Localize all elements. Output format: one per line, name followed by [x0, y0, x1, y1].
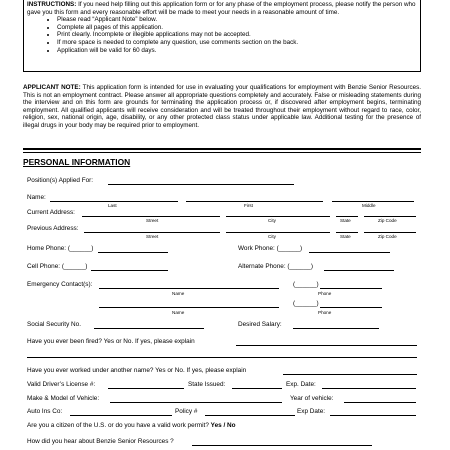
- instruction-item: • Please read “Applicant Note” below.: [57, 16, 417, 24]
- auto-insurance-field[interactable]: [70, 415, 172, 416]
- instructions-paragraph: [27, 1, 417, 16]
- previous-city-caption: City: [268, 234, 276, 239]
- current-city-field[interactable]: [226, 216, 330, 217]
- instructions-list: [27, 16, 417, 54]
- instructions-text: If you need help filling out this application form or for any phase of the employment process, please notify the person who gave you this form and every reasonable effort will be made to meet your needs in a reasonable amount of time.: [27, 1, 416, 16]
- applicant-note-label: APPLICANT NOTE:: [23, 84, 81, 91]
- exp-date2-field[interactable]: [330, 415, 416, 416]
- auto-insurance-label: Auto Ins Co:: [27, 408, 63, 415]
- current-state-field[interactable]: [336, 216, 358, 217]
- name-label: Name:: [27, 194, 46, 201]
- alternate-phone-label: Alternate Phone: (______): [238, 263, 313, 270]
- emergency-name-field-1[interactable]: [99, 288, 279, 289]
- section-divider-thick: [23, 148, 421, 150]
- other-name-question: Have you ever worked under another name? Yes or No. If yes, please explain: [27, 367, 247, 374]
- first-name-caption: First: [244, 203, 253, 208]
- emergency-name-caption-1: Name: [172, 291, 185, 296]
- previous-street-field[interactable]: [84, 232, 220, 233]
- current-city-caption: City: [268, 218, 276, 223]
- previous-address-label: Previous Address:: [27, 225, 79, 232]
- year-vehicle-label: Year of vehicle:: [290, 395, 334, 402]
- citizen-question-text: Are you a citizen of the U.S. or do you have a valid work permit?: [27, 422, 209, 429]
- emergency-area-code-1: (______): [293, 281, 319, 288]
- current-street-field[interactable]: [82, 216, 220, 217]
- instruction-item: • Print clearly. Incomplete or illegible applications may not be accepted.: [57, 31, 417, 39]
- hear-about-field[interactable]: [192, 445, 372, 446]
- cell-phone-field[interactable]: [91, 270, 168, 271]
- previous-state-caption: State: [340, 234, 351, 239]
- middle-name-caption: Middle: [362, 203, 376, 208]
- year-vehicle-field[interactable]: [344, 402, 416, 403]
- last-name-caption: Last: [108, 203, 117, 208]
- previous-state-field[interactable]: [336, 232, 358, 233]
- license-field[interactable]: [108, 388, 184, 389]
- citizen-question: [27, 422, 236, 430]
- positions-label: Position(s) Applied For:: [27, 177, 94, 184]
- last-name-field[interactable]: [50, 201, 178, 202]
- instruction-item: • Application will be valid for 60 days.: [57, 47, 417, 55]
- current-street-caption: Street: [146, 218, 159, 223]
- work-phone-label: Work Phone: (______): [238, 245, 303, 252]
- emergency-name-field-2[interactable]: [99, 307, 279, 308]
- ssn-label: Social Security No.: [27, 321, 81, 328]
- home-phone-label: Home Phone: (______): [27, 245, 94, 252]
- section-title: PERSONAL INFORMATION: [23, 157, 131, 167]
- emergency-contacts-label: Emergency Contact(s):: [27, 281, 93, 288]
- vehicle-label: Make & Model of Vehicle:: [27, 395, 100, 402]
- desired-salary-label: Desired Salary:: [238, 321, 282, 328]
- emergency-phone-field-2[interactable]: [320, 307, 382, 308]
- previous-zip-field[interactable]: [364, 232, 416, 233]
- exp-date-label: Exp. Date:: [286, 381, 316, 388]
- cell-phone-label: Cell Phone: (______): [27, 263, 88, 270]
- emergency-phone-caption-2: Phone: [318, 310, 332, 315]
- state-issued-label: State Issued:: [188, 381, 226, 388]
- license-label: Valid Driver’s License #:: [27, 381, 96, 388]
- fired-explain-field-2[interactable]: [27, 357, 417, 358]
- fired-explain-field[interactable]: [236, 345, 417, 346]
- previous-street-caption: Street: [146, 234, 159, 239]
- state-issued-field[interactable]: [232, 388, 282, 389]
- policy-field[interactable]: [205, 415, 295, 416]
- instruction-item: • If more space is needed to complete any question, use comments section on the back.: [57, 39, 417, 47]
- first-name-field[interactable]: [186, 201, 323, 202]
- fired-question: Have you ever been fired? Yes or No. If yes, please explain: [27, 338, 195, 345]
- policy-label: Policy #: [175, 408, 198, 415]
- current-state-caption: State: [340, 218, 351, 223]
- middle-name-field[interactable]: [332, 201, 414, 202]
- home-phone-field[interactable]: [98, 252, 168, 253]
- applicant-note: [23, 84, 421, 130]
- previous-zip-caption: Zip Code: [378, 234, 397, 239]
- instruction-item: • Complete all pages of this application.: [57, 24, 417, 32]
- previous-city-field[interactable]: [226, 232, 330, 233]
- citizen-answer[interactable]: Yes / No: [210, 422, 236, 429]
- exp-date2-label: Exp Date:: [297, 408, 326, 415]
- current-address-label: Current Address:: [27, 209, 75, 216]
- vehicle-field[interactable]: [110, 402, 282, 403]
- exp-date-field[interactable]: [322, 388, 416, 389]
- work-phone-field[interactable]: [309, 252, 390, 253]
- emergency-area-code-2: (______): [293, 300, 319, 307]
- instructions-box: [23, 0, 421, 72]
- emergency-phone-field-1[interactable]: [320, 288, 382, 289]
- desired-salary-field[interactable]: [293, 328, 379, 329]
- alternate-phone-field[interactable]: [324, 270, 394, 271]
- section-divider-thin: [23, 152, 421, 153]
- positions-field[interactable]: [108, 184, 294, 185]
- instructions-label: INSTRUCTIONS:: [27, 1, 77, 8]
- hear-about-question: How did you hear about Benzie Senior Resources ?: [27, 438, 174, 445]
- ssn-field[interactable]: [94, 328, 204, 329]
- current-zip-caption: Zip Code: [378, 218, 397, 223]
- applicant-note-text: This application form is intended for use in evaluating your qualifications for employment with Benzie Senior Resources. This is not an employment contract. Please answer all appropriate questions completely and accurately. False or misleading statements during the interview and on this form are grounds for terminating the application process or, if discovered after employment begins, terminating employment. All qualified applicants will receive consideration and will be treated throughout their employment without regard to race, color, religion, sex, national origin, age, disability, or any other protected class status under applicable law. Additional testing for the presence of illegal drugs in your body may be required prior to employment.: [23, 84, 422, 129]
- emergency-name-caption-2: Name: [172, 310, 185, 315]
- other-name-explain-field[interactable]: [283, 374, 417, 375]
- current-zip-field[interactable]: [364, 216, 416, 217]
- emergency-phone-caption-1: Phone: [318, 291, 332, 296]
